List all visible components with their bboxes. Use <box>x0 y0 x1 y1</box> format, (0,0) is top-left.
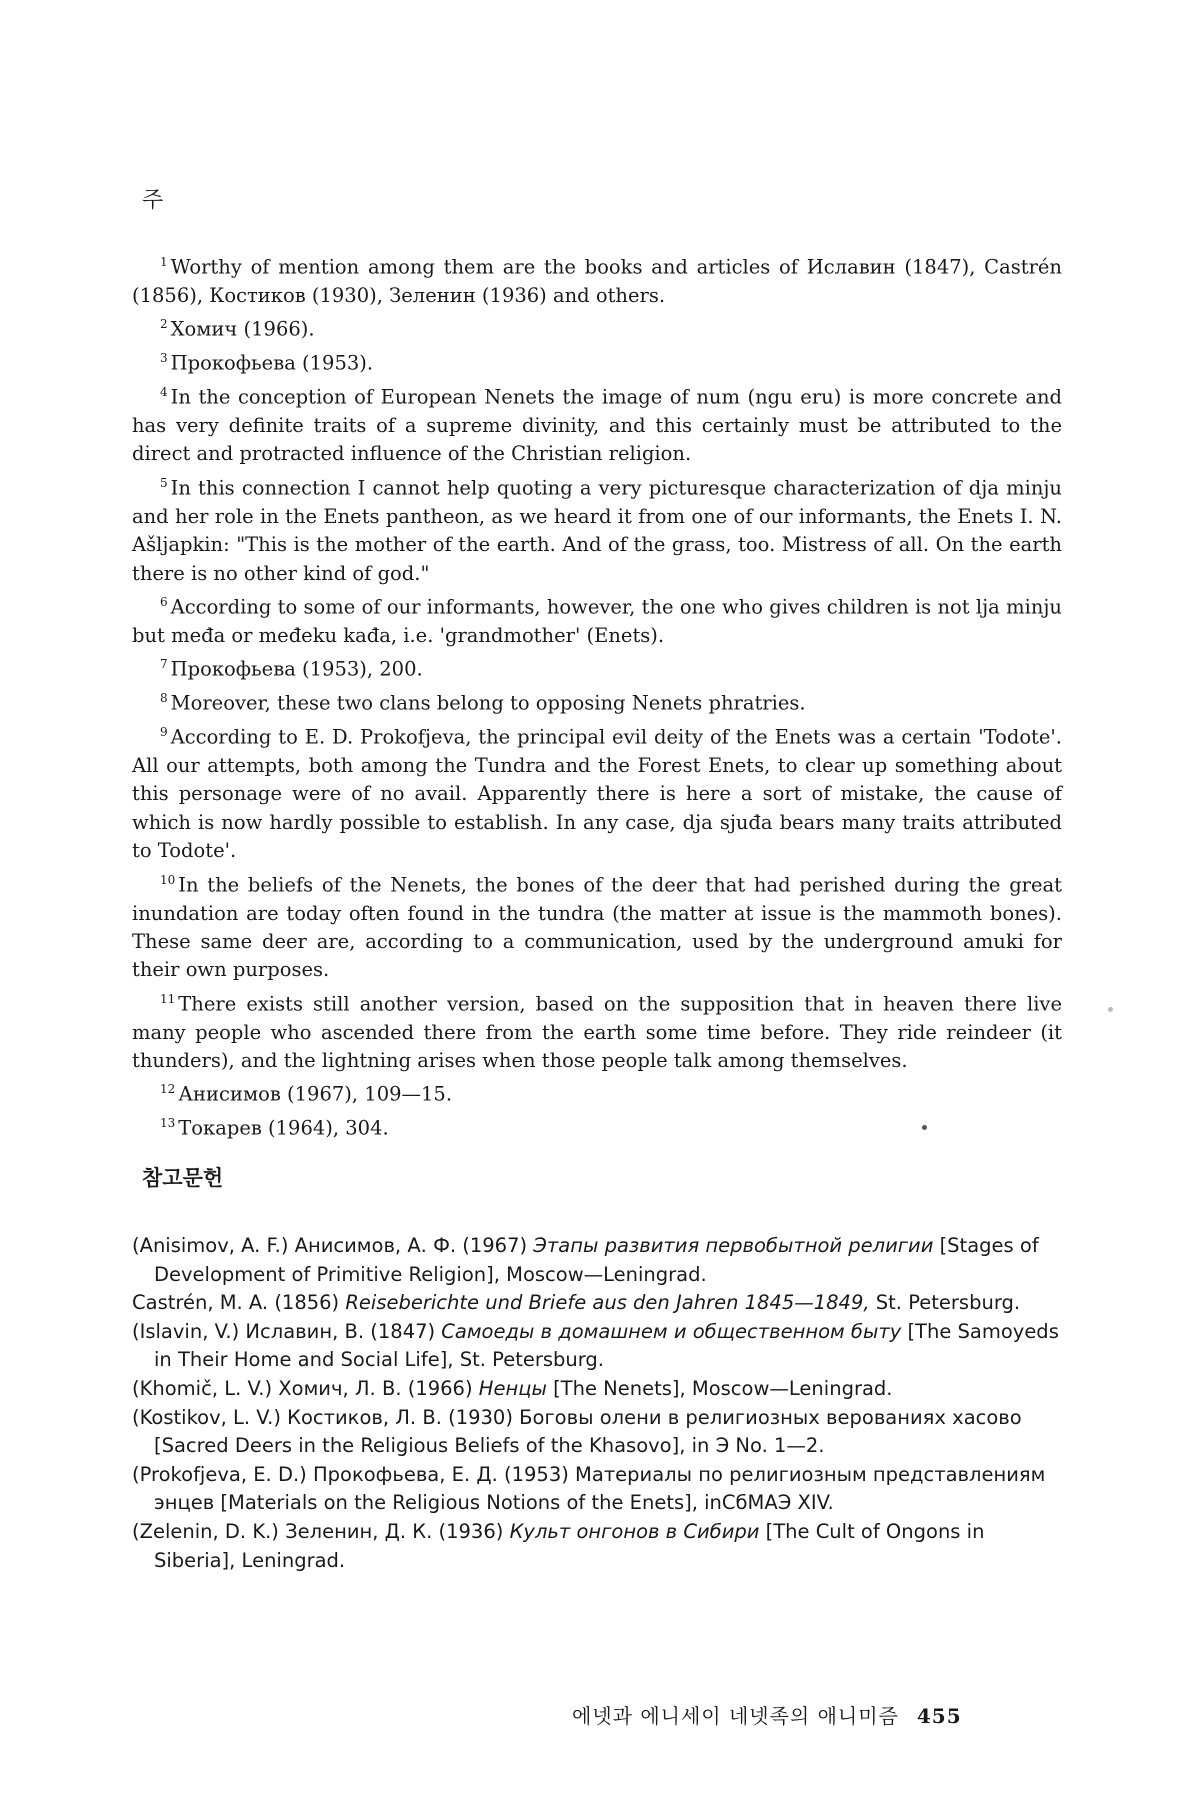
note-item <box>132 684 1062 718</box>
notes-list <box>132 248 1062 1143</box>
scan-speck <box>1108 1007 1113 1012</box>
note-item <box>132 1075 1062 1109</box>
note-number: 5 <box>160 475 168 490</box>
page-number: 455 <box>916 1704 962 1728</box>
reference-text: [The Nenets], Moscow—Leningrad. <box>546 1376 893 1400</box>
reference-text: [Stages of Development of Primitive Religion], Moscow—Leningrad. <box>154 1234 1039 1286</box>
note-number: 8 <box>160 691 168 706</box>
note-number: 9 <box>160 725 168 740</box>
reference-text: (Prokofjeva, E. D.) Прокофьева, Е. Д. (1953) Материалы по религиозным представлениям энцев [Materials on the Religious Notions of the Enets], inСбМАЭ XIV. <box>132 1462 1046 1515</box>
reference-text: (Kostikov, L. V.) Костиков, Л. В. (1930) Боговы олени в религиозных верованиях хасово [Sacred Deers in the Religious Beliefs of the Khasovo], in Э No. 1—2. <box>132 1405 1022 1458</box>
reference-text: Castrén, M. A. (1856) <box>132 1291 346 1315</box>
reference-text: (Anisimov, A. F.) Анисимов, А. Ф. (1967) <box>132 1234 534 1257</box>
note-text: According to some of our informants, however, the one who gives children is not lja minju but međa or međeku kađa, i.e. 'grandmother' (Enets). <box>132 595 1062 647</box>
note-item <box>132 588 1062 650</box>
reference-text: (Khomič, L. V.) Хомич, Л. В. (1966) <box>132 1376 479 1400</box>
reference-item <box>132 1518 1067 1575</box>
note-text: Анисимов (1967), 109—15. <box>178 1082 453 1106</box>
note-text: Прокофьева (1953), 200. <box>170 657 423 681</box>
note-number: 10 <box>160 872 176 887</box>
reference-item <box>132 1318 1067 1375</box>
note-item <box>132 248 1062 310</box>
reference-title: Культ онгонов в Сибири <box>509 1519 760 1543</box>
note-text: Хомич (1966). <box>170 317 315 341</box>
note-text: In this connection I cannot help quoting a very picturesque characterization of dja minju and her role in the Enets pantheon, as we heard it from one of our informants, the Enets I. N. Ašljapkin: "This is the mother of the earth. And of the grass, too. Mistress of all. On the earth there is no other kind of god." <box>132 476 1062 585</box>
reference-item <box>132 1375 1067 1404</box>
note-number: 3 <box>160 351 168 366</box>
note-text: Moreover, these two clans belong to opposing Nenets phratries. <box>170 691 806 715</box>
note-number: 7 <box>160 657 168 672</box>
note-text: According to E. D. Prokofjeva, the principal evil deity of the Enets was a certain 'Todote'. All our attempts, both among the Tundra and the Forest Enets, to clear up something about this personage were of no avail. Apparently there is here a sort of mistake, the cause of which is now hardly possible to establish. In any case, dja sjuđa bears many traits attributed to Todote'. <box>132 725 1062 863</box>
note-number: 4 <box>160 385 168 400</box>
references-list <box>132 1232 1067 1575</box>
notes-heading: 주 <box>142 188 164 213</box>
running-title: 에넷과 에니세이 네넷족의 애니미즘 <box>572 1704 899 1728</box>
reference-item <box>132 1232 1067 1289</box>
note-item <box>132 469 1062 588</box>
reference-title: Самоеды в домашнем и общественном быту <box>441 1319 902 1343</box>
reference-title: Ненцы <box>478 1376 547 1400</box>
note-item <box>132 310 1062 344</box>
note-text: There exists still another version, based on the supposition that in heaven there live many people who ascended there from the earth some time before. They ride reindeer (it thunders), and the lightning arises when those people talk among themselves. <box>132 992 1062 1073</box>
reference-text: [The Cult of Ongons in Siberia], Leningrad. <box>154 1519 985 1572</box>
reference-text: [The Samoyeds in Their Home and Social Life], St. Petersburg. <box>154 1319 1059 1372</box>
note-text: Прокофьева (1953). <box>170 351 374 375</box>
reference-title: Reiseberichte und Briefe aus den Jahren 1845—1849, <box>345 1291 870 1315</box>
note-item <box>132 650 1062 684</box>
reference-text: (Islavin, V.) Иславин, В. (1847) <box>132 1319 442 1343</box>
page-footer <box>572 1700 962 1729</box>
note-item <box>132 866 1062 985</box>
reference-item <box>132 1461 1067 1518</box>
note-text: In the beliefs of the Nenets, the bones of the deer that had perished during the great inundation are today often found in the tundra (the matter at issue is the mammoth bones). These same deer are, according to a communication, used by the underground amuki for their own purposes. <box>132 873 1062 982</box>
note-item <box>132 378 1062 469</box>
note-text: Токарев (1964), 304. <box>178 1116 389 1140</box>
note-number: 6 <box>160 594 168 609</box>
note-text: Worthy of mention among them are the books and articles of Иславин (1847), Castrén (1856), Костиков (1930), Зеленин (1936) and others. <box>132 255 1062 307</box>
references-heading: 참고문헌 <box>142 1166 224 1190</box>
reference-item <box>132 1289 1067 1318</box>
note-number: 12 <box>160 1082 176 1097</box>
note-number: 1 <box>160 255 168 269</box>
note-number: 2 <box>160 317 168 332</box>
note-item <box>132 985 1062 1076</box>
note-item <box>132 344 1062 378</box>
reference-title: Этапы развития первобытной религии <box>533 1234 934 1257</box>
note-number: 11 <box>160 991 176 1006</box>
scan-speck <box>922 1125 927 1130</box>
note-number: 13 <box>160 1116 176 1131</box>
note-item <box>132 718 1062 866</box>
reference-text: St. Petersburg. <box>869 1291 1021 1315</box>
note-text: In the conception of European Nenets the image of num (ngu eru) is more concrete and has very definite traits of a supreme divinity, and this certainly must be attributed to the direct and protracted influence of the Christian religion. <box>132 385 1062 466</box>
reference-text: (Zelenin, D. K.) Зеленин, Д. К. (1936) <box>132 1519 510 1543</box>
reference-item <box>132 1404 1067 1461</box>
